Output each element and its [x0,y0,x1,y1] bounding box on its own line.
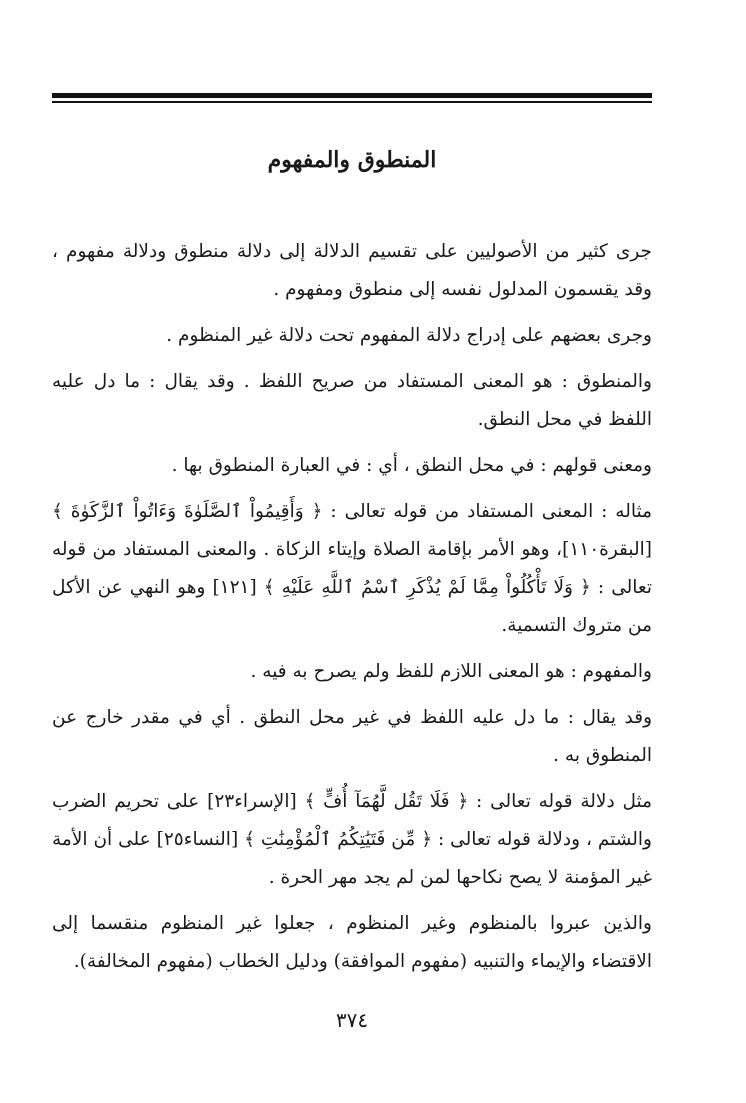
header-rule-thin [52,101,652,103]
page-number: ٣٧٤ [335,1008,369,1032]
paragraph-unstructured: وجرى بعضهم على إدراج دلالة المفهوم تحت دلالة غير المنظوم . [166,325,652,346]
header-rule-thick [52,93,652,98]
paragraph-mafhum-example: مثل دلالة قوله تعالى : ﴿ فَلَا تَقُل لَّهُمَآ أُفٍّ ﴾ [الإسراء٢٣] على تحريم الضرب والشتم ، ودلالة قوله تعالى : ﴿ مِّن فَتَيَٰتِكُمُ ٱلْمُؤْمِنَٰتِ ﴾ [النساء٢٥] على أن الأمة غير المؤمنة لا يصح نكاحها لمن لم يجد مهر الحرة . [52,791,652,888]
paragraph-mantuq-definition: والمنطوق : هو المعنى المستفاد من صريح اللفظ . وقد يقال : ما دل عليه اللفظ في محل النطق. [52,371,652,430]
paragraph-mantuq-example: مثاله : المعنى المستفاد من قوله تعالى : ﴿ وَأَقِيمُواْ ٱلصَّلَوٰةَ وَءَاتُواْ ٱلزَّكَوٰةَ ﴾ [البقرة١١٠]، وهو الأمر بإقامة الصلاة وإيتاء الزكاة . والمعنى المستفاد من قوله تعالى : ﴿ وَلَا تَأْكُلُواْ مِمَّا لَمْ يُذْكَرِ ٱسْمُ ٱللَّهِ عَلَيْهِ ﴾ [١٢١] وهو النهي عن الأكل من متروك التسمية. [52,501,652,636]
paragraph-conclusion: والذين عبروا بالمنظوم وغير المنظوم ، جعلوا غير المنظوم منقسما إلى الاقتضاء والإيماء والتنبيه (مفهوم الموافقة) ودليل الخطاب (مفهوم المخالفة). [52,913,652,972]
paragraph-mafhum-alt: وقد يقال : ما دل عليه اللفظ في غير محل النطق . أي في مقدر خارج عن المنطوق به . [52,707,652,766]
body-text [52,233,652,989]
paragraph-intro: جرى كثير من الأصوليين على تقسيم الدلالة إلى دلالة منطوق ودلالة مفهوم ، وقد يقسمون المدلول نفسه إلى منطوق ومفهوم . [52,241,652,300]
paragraph-mafhum-definition: والمفهوم : هو المعنى اللازم للفظ ولم يصرح به فيه . [250,661,652,682]
chapter-title: المنطوق والمفهوم [267,147,437,173]
paragraph-mahal-nutq: ومعنى قولهم : في محل النطق ، أي : في العبارة المنطوق بها . [171,455,652,476]
